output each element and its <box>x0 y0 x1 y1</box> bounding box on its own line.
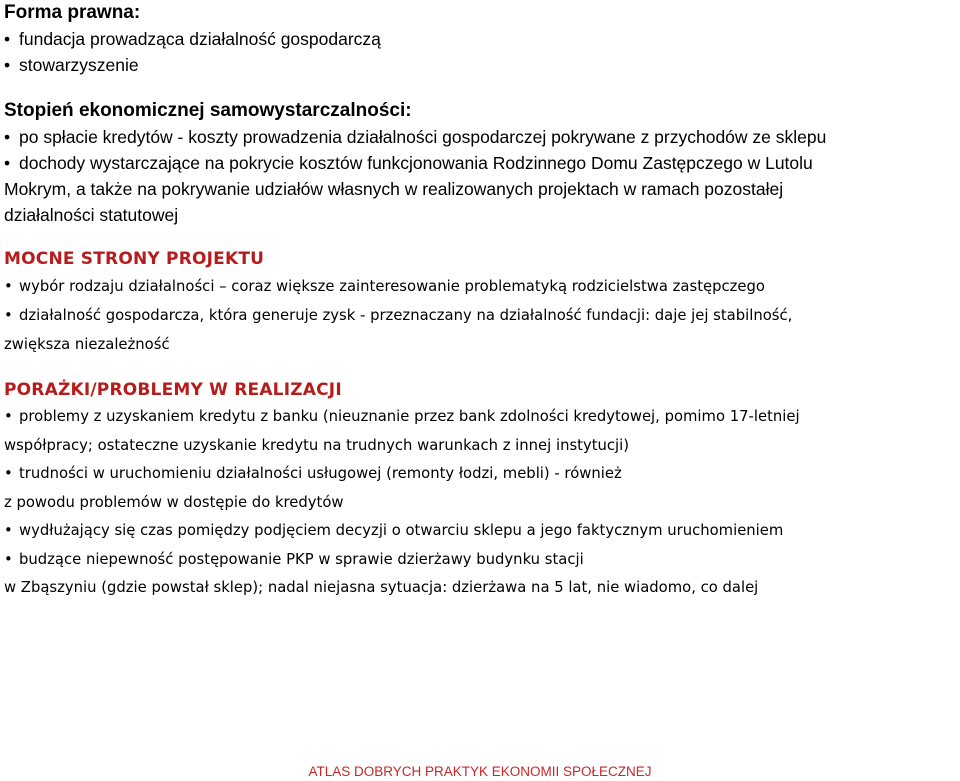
list-item-text: działalność gospodarcza, która generuje zysk - przeznaczany na działalność fundacji: daje jej stabilność, <box>19 307 793 324</box>
list-item-text-continued: z powodu problemów w dostępie do kredytów <box>4 493 344 511</box>
list-item-text: problemy z uzyskaniem kredytu z banku (nieuznanie przez bank zdolności kredytowej, pomimo 17-letniej <box>19 408 800 425</box>
document-body <box>4 0 958 603</box>
list-item-text-continued: zwiększa niezależność <box>4 336 170 353</box>
list-item <box>4 460 958 517</box>
list-item-text-continued: w Zbąszyniu (gdzie powstał sklep); nadal niejasna sytuacja: dzierżawa na 5 lat, nie wiadomo, co dalej <box>4 579 759 596</box>
list-item-text-continued: Mokrym, a także na pokrywanie udziałów własnych w realizowanych projektach w ramach pozostałej <box>4 179 784 199</box>
list-item-text: budzące niepewność postępowanie PKP w sprawie dzierżawy budynku stacji <box>19 550 584 568</box>
footer-title: ATLAS DOBRYCH PRAKTYK EKONOMII SPOŁECZNEJ <box>308 764 652 779</box>
problems-list <box>4 403 958 603</box>
economic-self-sufficiency-list <box>4 124 958 228</box>
list-item-text-continued: działalności statutowej <box>4 205 179 225</box>
list-item <box>4 517 958 546</box>
strengths-list <box>4 272 958 359</box>
strengths-heading: MOCNE STRONY PROJEKTU <box>4 249 265 269</box>
list-item <box>4 124 958 150</box>
list-item <box>4 150 958 228</box>
economic-self-sufficiency-heading: Stopień ekonomicznej samowystarczalności: <box>4 100 412 121</box>
list-item-text: wydłużający się czas pomiędzy podjęciem decyzji o otwarciu sklepu a jego faktycznym uruchomieniem <box>19 522 784 539</box>
legal-form-list <box>4 26 958 78</box>
legal-form-heading: Forma prawna: <box>4 2 141 23</box>
list-item-text-continued: współpracy; ostateczne uzyskanie kredytu na trudnych warunkach z innej instytucji) <box>4 436 630 454</box>
list-item-text: trudności w uruchomieniu działalności usługowej (remonty łodzi, mebli) - również <box>19 465 622 482</box>
list-item: • fundacja prowadząca działalność gospodarczą <box>4 26 958 52</box>
list-item <box>4 546 958 603</box>
list-item <box>4 301 958 359</box>
list-item <box>4 403 958 460</box>
list-item: • stowarzyszenie <box>4 52 958 78</box>
list-item <box>4 272 958 301</box>
list-item-text: po spłacie kredytów - koszty prowadzenia działalności gospodarczej pokrywane z przychodów ze sklepu <box>19 127 827 147</box>
problems-heading: PORAŻKI/PROBLEMY W REALIZACJI <box>4 380 342 400</box>
list-item-text: wybór rodzaju działalności – coraz większe zainteresowanie problematyką rodzicielstwa zastępczego <box>19 278 765 295</box>
list-item-text: dochody wystarczające na pokrycie kosztów funkcjonowania Rodzinnego Domu Zastępczego w Lutolu <box>19 153 813 173</box>
